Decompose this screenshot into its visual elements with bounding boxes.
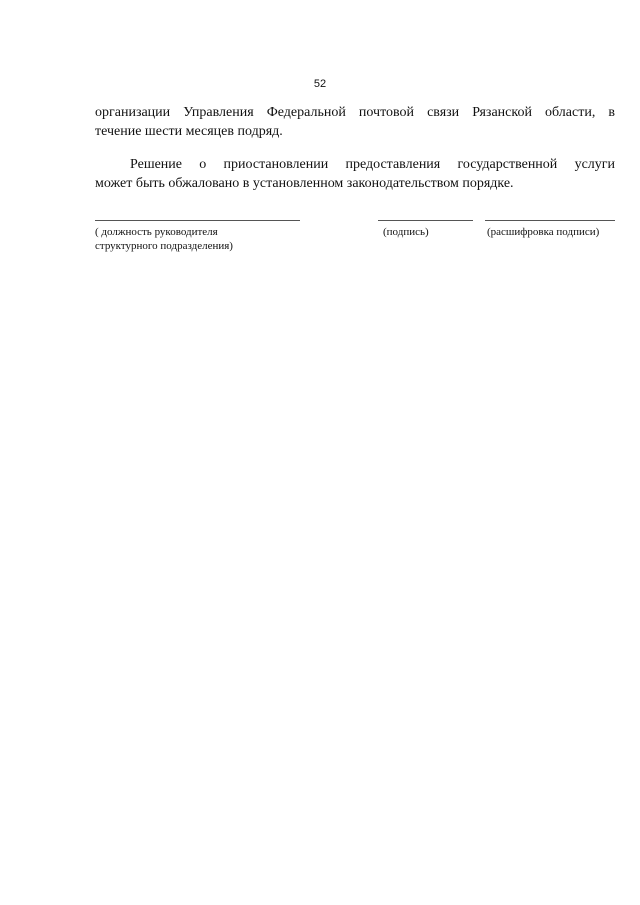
position-caption-line: ( должность руководителя [95,226,218,238]
position-signature-line [95,220,300,221]
position-caption-line: структурного подразделения) [95,240,233,252]
paragraph-line: может быть обжаловано в установленном законодательством порядке. [95,176,514,191]
decoding-signature-line [485,220,615,221]
paragraph-appeal [95,155,615,193]
paragraph-line: течение шести месяцев подряд. [95,124,283,139]
decoding-caption: (расшифровка подписи) [487,226,600,238]
paragraph-line: Решение о приостановлении предоставления государственной услуги [130,157,615,172]
position-caption [95,225,325,253]
paragraph-line: организации Управления Федеральной почтовой связи Рязанской области, в [95,105,615,120]
page-number: 52 [313,78,327,90]
signature-caption: (подпись) [383,226,429,238]
paragraph-continuation [95,103,615,141]
signature-line [378,220,473,221]
